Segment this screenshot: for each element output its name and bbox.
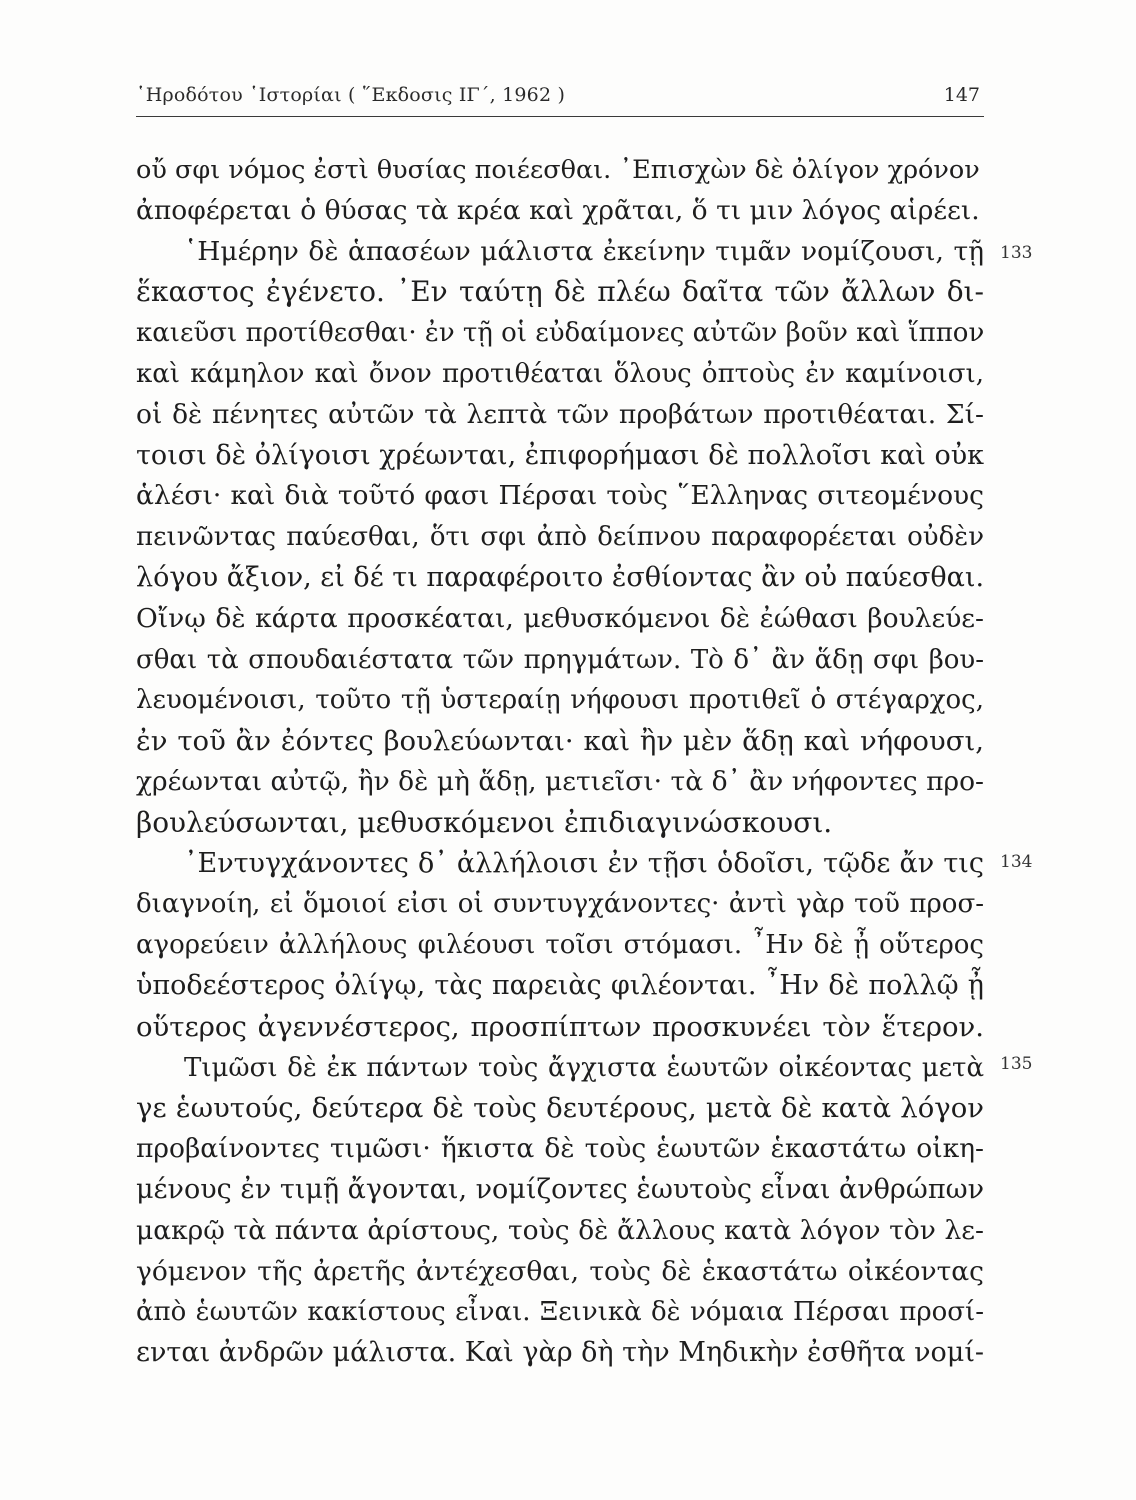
text-line: προβαίνοντες τιμῶσι· ἥκιστα δὲ τοὺς ἑωυτῶν ἑκαστάτω οἰκη-	[136, 1133, 984, 1165]
text-line: γε ἑωυτούς, δεύτερα δὲ τοὺς δευτέρους, μετὰ δὲ κατὰ λόγον	[136, 1092, 984, 1125]
text-line: μένους ἐν τιμῇ ἄγονται, νομίζοντες ἑωυτοὺς εἶναι ἀνθρώπων	[136, 1173, 984, 1205]
text-line: ῾Ημέρην δὲ ἁπασέων μάλιστα ἐκείνην τιμᾶν νομίζουσι, τῇ	[184, 235, 984, 267]
text-line: οὕτερος ἀγεννέστερος, προσπίπτων προσκυνέει τὸν ἕτερον.	[136, 1010, 984, 1043]
page-number: 147	[943, 84, 980, 106]
text-line: λευομένοισι, τοῦτο τῇ ὑστεραίῃ νήφουσι προτιθεῖ ὁ στέγαρχος,	[136, 685, 984, 716]
text-line: ἀποφέρεται ὁ θύσας τὰ κρέα καὶ χρᾶται, ὅ τι μιν λόγος αἱρέει.	[136, 194, 980, 226]
running-header	[136, 80, 984, 117]
running-title: ῾Ηροδότου ῾Ιστορίαι ( ῞Εκδοσις ΙΓ΄, 1962 )	[136, 84, 566, 106]
text-line: ενται ἀνδρῶν μάλιστα. Καὶ γὰρ δὴ τὴν Μηδικὴν ἐσθῆτα νομί-	[136, 1337, 985, 1369]
text-line: ᾿Εντυγχάνοντες δ᾿ ἀλλήλοισι ἐν τῇσι ὁδοῖσι, τῷδε ἄν τις	[184, 847, 984, 879]
text-line: Τιμῶσι δὲ ἐκ πάντων τοὺς ἄγχιστα ἑωυτῶν οἰκέοντας μετὰ	[184, 1052, 984, 1083]
text-line: Οἴνῳ δὲ κάρτα προσκέαται, μεθυσκόμενοι δὲ ἐώθασι βουλεύε-	[136, 602, 984, 634]
text-line: οἱ δὲ πένητες αὐτῶν τὰ λεπτὰ τῶν προβάτων προτιθέαται. Σί-	[136, 398, 984, 430]
text-line: ὑποδεέστερος ὀλίγῳ, τὰς παρειὰς φιλέονται. ῏Ην δὲ πολλῷ ᾖ	[136, 969, 984, 1001]
text-line: ἀπὸ ἑωυτῶν κακίστους εἶναι. Ξεινικὰ δὲ νόμαια Πέρσαι προσί-	[136, 1297, 984, 1328]
text-line: οὔ σφι νόμος ἐστὶ θυσίας ποιέεσθαι. ᾿Επισχὼν δὲ ὀλίγον χρόνον	[136, 155, 980, 185]
text-line: γόμενον τῆς ἀρετῆς ἀντέχεσθαι, τοὺς δὲ ἑκαστάτω οἰκέοντας	[136, 1255, 984, 1287]
text-line: αγορεύειν ἀλλήλους φιλέουσι τοῖσι στόμασι. ῏Ην δὲ ᾖ οὕτερος	[136, 930, 984, 961]
margin-chapter-number: 135	[1000, 1054, 1033, 1074]
text-line: βουλεύσωνται, μεθυσκόμενοι ἐπιδιαγινώσκουσι.	[136, 805, 833, 839]
text-line: λόγου ἄξιον, εἰ δέ τι παραφέροιτο ἐσθίοντας ἂν οὐ παύεσθαι.	[136, 561, 985, 593]
text-line: σθαι τὰ σπουδαιέστατα τῶν πρηγμάτων. Τὸ δ᾿ ἂν ἅδῃ σφι βου-	[136, 644, 984, 675]
text-line: καιεῦσι προτίθεσθαι· ἐν τῇ οἱ εὐδαίμονες αὐτῶν βοῦν καὶ ἵππον	[136, 318, 985, 349]
margin-chapter-number: 133	[1000, 243, 1033, 263]
text-line: ἐν τοῦ ἂν ἐόντες βουλεύωνται· καὶ ἢν μὲν ἅδῃ καὶ νήφουσι,	[136, 725, 984, 758]
text-line: πεινῶντας παύεσθαι, ὅτι σφι ἀπὸ δείπνου παραφορέεται οὐδὲν	[136, 522, 984, 553]
text-line: χρέωνται αὐτῷ, ἢν δὲ μὴ ἅδῃ, μετιεῖσι· τὰ δ᾿ ἂν νήφοντες προ-	[136, 765, 984, 797]
text-line: ἕκαστος ἐγένετο. ᾿Εν ταύτῃ δὲ πλέω δαῖτα τῶν ἄλλων δι-	[136, 275, 984, 309]
text-line: καὶ κάμηλον καὶ ὄνον προτιθέαται ὅλους ὀπτοὺς ἐν καμίνοισι,	[136, 358, 984, 389]
text-line: μακρῷ τὰ πάντα ἀρίστους, τοὺς δὲ ἄλλους κατὰ λόγον τὸν λε-	[136, 1214, 984, 1246]
margin-chapter-number: 134	[1000, 852, 1033, 872]
greek-text-body	[136, 150, 984, 1374]
text-line: διαγνοίη, εἰ ὅμοιοί εἰσι οἱ συντυγχάνοντες· ἀντὶ γὰρ τοῦ προσ-	[136, 889, 984, 920]
text-line: τοισι δὲ ὀλίγοισι χρέωνται, ἐπιφορήμασι δὲ πολλοῖσι καὶ οὐκ	[136, 439, 985, 471]
text-line: ἁλέσι· καὶ διὰ τοῦτό φασι Πέρσαι τοὺς ῞Ελληνας σιτεομένους	[136, 480, 984, 512]
